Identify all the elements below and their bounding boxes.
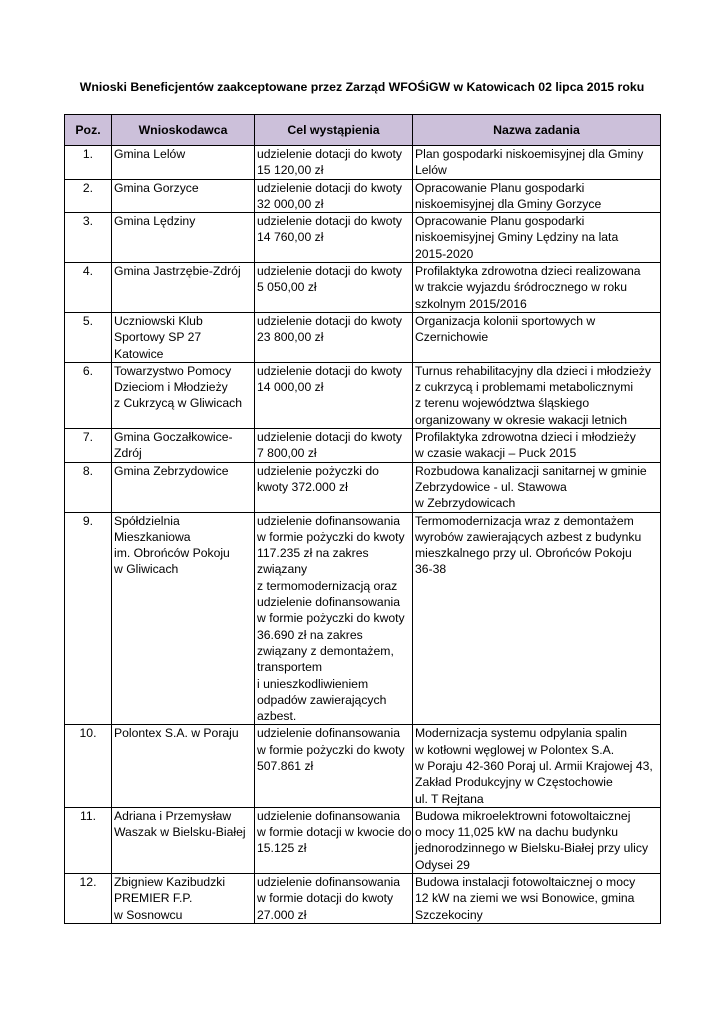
purpose-line: udzielenie dofinansowania bbox=[257, 595, 400, 610]
table-row bbox=[65, 263, 661, 313]
applicant-line: Mieszkaniowa bbox=[114, 529, 191, 544]
applicant-line: Waszak w Bielsku-Białej bbox=[114, 825, 246, 840]
task-line: Budowa instalacji fotowoltaicznej o mocy bbox=[415, 875, 636, 890]
applicant-cell bbox=[112, 807, 255, 873]
task-cell bbox=[413, 462, 661, 512]
purpose-line: z termomodernizacją oraz bbox=[257, 578, 398, 593]
task-line: o mocy 11,025 kW na dachu budynku bbox=[415, 825, 619, 840]
row-position: 6. bbox=[65, 362, 112, 428]
row-position: 8. bbox=[65, 462, 112, 512]
task-cell bbox=[413, 807, 661, 873]
purpose-line: udzielenie dofinansowania bbox=[257, 808, 400, 823]
task-line: mieszkalnego przy ul. Obrońców Pokoju bbox=[415, 546, 632, 561]
applicant-line: Uczniowski Klub bbox=[114, 313, 203, 328]
task-line: Modernizacja systemu odpylania spalin bbox=[415, 726, 628, 741]
applicant-line: Dzieciom i Młodzieży bbox=[114, 380, 228, 395]
applicant-line: Katowice bbox=[114, 346, 164, 361]
purpose-cell bbox=[255, 462, 413, 512]
applicant-line: Zdrój bbox=[114, 446, 142, 461]
task-line: 12 kW na ziemi we wsi Bonowice, gmina bbox=[415, 891, 635, 906]
purpose-line: 117.235 zł na zakres bbox=[257, 546, 369, 561]
table-row bbox=[65, 213, 661, 263]
table-row bbox=[65, 146, 661, 180]
applicant-line: w Gliwicach bbox=[114, 562, 179, 577]
table-row bbox=[65, 179, 661, 213]
task-line: w kotłowni węglowej w Polontex S.A. bbox=[415, 742, 615, 757]
task-line: w Zebrzydowicach bbox=[415, 496, 516, 511]
task-line: wyrobów zawierających azbest z budynku bbox=[415, 529, 642, 544]
purpose-line: udzielenie pożyczki do bbox=[257, 463, 379, 478]
table-header-row bbox=[65, 115, 661, 146]
header-cel: Cel wystąpienia bbox=[255, 115, 413, 146]
applicant-line: Spółdzielnia bbox=[114, 513, 180, 528]
row-position: 1. bbox=[65, 146, 112, 180]
task-line: Profilaktyka zdrowotna dzieci i młodzieży bbox=[415, 430, 636, 445]
purpose-cell bbox=[255, 874, 413, 924]
purpose-line: w formie pożyczki do kwoty bbox=[257, 742, 405, 757]
applications-table bbox=[64, 114, 661, 924]
purpose-line: 32 000,00 zł bbox=[257, 196, 324, 211]
task-cell bbox=[413, 213, 661, 263]
task-line: z cukrzycą i problemami metabolicznymi bbox=[415, 380, 634, 395]
task-line: organizowany w okresie wakacji letnich bbox=[415, 412, 628, 427]
task-line: w trakcie wyjazdu śródrocznego w roku bbox=[415, 280, 628, 295]
applicant-line: Gmina Goczałkowice- bbox=[114, 430, 233, 445]
task-cell bbox=[413, 146, 661, 180]
row-position: 3. bbox=[65, 213, 112, 263]
header-poz: Poz. bbox=[65, 115, 112, 146]
purpose-cell bbox=[255, 213, 413, 263]
purpose-line: związany bbox=[257, 562, 308, 577]
purpose-line: odpadów zawierających bbox=[257, 692, 387, 707]
row-position: 4. bbox=[65, 263, 112, 313]
header-wnioskodawca: Wnioskodawca bbox=[112, 115, 255, 146]
purpose-line: udzielenie dotacji do kwoty bbox=[257, 180, 402, 195]
applicant-cell bbox=[112, 362, 255, 428]
task-line: Lelów bbox=[415, 163, 447, 178]
purpose-cell bbox=[255, 146, 413, 180]
table-row bbox=[65, 312, 661, 362]
applicant-cell bbox=[112, 429, 255, 463]
header-zadanie: Nazwa zadania bbox=[413, 115, 661, 146]
task-line: Termomodernizacja wraz z demontażem bbox=[415, 513, 634, 528]
task-line: Zakład Produkcyjny w Częstochowie bbox=[415, 775, 613, 790]
purpose-line: udzielenie dofinansowania bbox=[257, 726, 400, 741]
purpose-line: w formie pożyczki do kwoty bbox=[257, 611, 405, 626]
applicant-line: Adriana i Przemysław bbox=[114, 808, 232, 823]
applicant-cell bbox=[112, 725, 255, 807]
task-line: 2015-2020 bbox=[415, 246, 474, 261]
purpose-line: 15.125 zł bbox=[257, 841, 307, 856]
task-cell bbox=[413, 429, 661, 463]
document-title: Wnioski Beneficjentów zaakceptowane przez Zarząd WFOŚiGW w Katowicach 02 lipca 2015 roku bbox=[79, 80, 645, 94]
applicant-line: PREMIER F.P. bbox=[114, 891, 193, 906]
purpose-line: transportem bbox=[257, 660, 323, 675]
purpose-cell bbox=[255, 263, 413, 313]
row-position: 11. bbox=[65, 807, 112, 873]
purpose-line: udzielenie dotacji do kwoty bbox=[257, 363, 402, 378]
applicant-line: w Sosnowcu bbox=[114, 907, 183, 922]
task-line: Odysei 29 bbox=[415, 857, 470, 872]
purpose-line: 27.000 zł bbox=[257, 907, 307, 922]
purpose-line: 15 120,00 zł bbox=[257, 163, 324, 178]
purpose-line: i unieszkodliwieniem bbox=[257, 676, 369, 691]
table-row bbox=[65, 807, 661, 873]
purpose-line: udzielenie dotacji do kwoty bbox=[257, 264, 402, 279]
purpose-line: 14 000,00 zł bbox=[257, 380, 324, 395]
purpose-line: udzielenie dofinansowania bbox=[257, 513, 400, 528]
applicant-line: Gmina Gorzyce bbox=[114, 180, 199, 195]
applicant-line: Polontex S.A. w Poraju bbox=[114, 726, 239, 741]
purpose-cell bbox=[255, 179, 413, 213]
applicant-cell bbox=[112, 146, 255, 180]
purpose-cell bbox=[255, 725, 413, 807]
task-line: Opracowanie Planu gospodarki bbox=[415, 214, 585, 229]
applicant-line: Gmina Jastrzębie-Zdrój bbox=[114, 264, 241, 279]
applicant-cell bbox=[112, 512, 255, 725]
task-line: Czernichowie bbox=[415, 330, 489, 345]
table-row bbox=[65, 512, 661, 725]
purpose-line: związany z demontażem, bbox=[257, 643, 394, 658]
task-cell bbox=[413, 725, 661, 807]
task-cell bbox=[413, 312, 661, 362]
row-position: 9. bbox=[65, 512, 112, 725]
task-line: Szczekociny bbox=[415, 907, 483, 922]
purpose-line: udzielenie dotacji do kwoty bbox=[257, 430, 402, 445]
applicant-line: Zbigniew Kazibudzki bbox=[114, 875, 226, 890]
row-position: 5. bbox=[65, 312, 112, 362]
row-position: 7. bbox=[65, 429, 112, 463]
table-row bbox=[65, 429, 661, 463]
applicant-line: z Cukrzycą w Gliwicach bbox=[114, 396, 242, 411]
purpose-line: kwoty 372.000 zł bbox=[257, 479, 348, 494]
applicant-line: Sportowy SP 27 bbox=[114, 330, 202, 345]
table-row bbox=[65, 462, 661, 512]
task-line: Organizacja kolonii sportowych w bbox=[415, 313, 596, 328]
row-position: 12. bbox=[65, 874, 112, 924]
purpose-line: udzielenie dotacji do kwoty bbox=[257, 147, 402, 161]
task-line: Plan gospodarki niskoemisyjnej dla Gminy bbox=[415, 147, 644, 161]
purpose-line: w formie dotacji do kwoty bbox=[257, 891, 394, 906]
purpose-line: udzielenie dotacji do kwoty bbox=[257, 214, 402, 229]
purpose-cell bbox=[255, 362, 413, 428]
purpose-line: azbest. bbox=[257, 709, 297, 724]
task-cell bbox=[413, 263, 661, 313]
applicant-cell bbox=[112, 213, 255, 263]
task-line: Opracowanie Planu gospodarki bbox=[415, 180, 585, 195]
task-line: z terenu województwa śląskiego bbox=[415, 396, 590, 411]
task-cell bbox=[413, 874, 661, 924]
applicant-cell bbox=[112, 874, 255, 924]
applicant-line: im. Obrońców Pokoju bbox=[114, 546, 230, 561]
purpose-line: 5 050,00 zł bbox=[257, 280, 317, 295]
task-line: Turnus rehabilitacyjny dla dzieci i młodzieży bbox=[415, 363, 651, 378]
task-line: Budowa mikroelektrowni fotowoltaicznej bbox=[415, 808, 631, 823]
task-line: Zebrzydowice - ul. Stawowa bbox=[415, 479, 567, 494]
row-position: 2. bbox=[65, 179, 112, 213]
purpose-line: w formie pożyczki do kwoty bbox=[257, 529, 405, 544]
purpose-line: 23 800,00 zł bbox=[257, 330, 324, 345]
applicant-cell bbox=[112, 179, 255, 213]
applicant-line: Gmina Lelów bbox=[114, 147, 186, 161]
applicant-cell bbox=[112, 312, 255, 362]
purpose-line: udzielenie dofinansowania bbox=[257, 875, 400, 890]
table-row bbox=[65, 874, 661, 924]
task-line: szkolnym 2015/2016 bbox=[415, 296, 527, 311]
purpose-line: 507.861 zł bbox=[257, 758, 314, 773]
task-line: w czasie wakacji – Puck 2015 bbox=[415, 446, 577, 461]
task-cell bbox=[413, 179, 661, 213]
table-row bbox=[65, 725, 661, 807]
purpose-line: 36.690 zł na zakres bbox=[257, 627, 363, 642]
applicant-line: Towarzystwo Pomocy bbox=[114, 363, 232, 378]
purpose-line: udzielenie dotacji do kwoty bbox=[257, 313, 402, 328]
task-line: Rozbudowa kanalizacji sanitarnej w gminie bbox=[415, 463, 647, 478]
applicant-cell bbox=[112, 462, 255, 512]
purpose-line: w formie dotacji w kwocie do bbox=[257, 825, 412, 840]
task-line: Profilaktyka zdrowotna dzieci realizowana bbox=[415, 264, 641, 279]
task-line: 36-38 bbox=[415, 562, 447, 577]
purpose-cell bbox=[255, 429, 413, 463]
task-line: jednorodzinnego w Bielsku-Białej przy ulicy bbox=[415, 841, 649, 856]
purpose-cell bbox=[255, 312, 413, 362]
table-row bbox=[65, 362, 661, 428]
applicant-cell bbox=[112, 263, 255, 313]
applicant-line: Gmina Zebrzydowice bbox=[114, 463, 229, 478]
task-line: niskoemisyjnej Gminy Lędziny na lata bbox=[415, 230, 619, 245]
applicant-line: Gmina Lędziny bbox=[114, 214, 196, 229]
task-line: niskoemisyjnej dla Gminy Gorzyce bbox=[415, 196, 602, 211]
task-line: ul. T Rejtana bbox=[415, 791, 484, 806]
purpose-cell bbox=[255, 807, 413, 873]
task-cell bbox=[413, 362, 661, 428]
purpose-cell bbox=[255, 512, 413, 725]
task-line: w Poraju 42-360 Poraj ul. Armii Krajowej 43, bbox=[415, 758, 653, 773]
row-position: 10. bbox=[65, 725, 112, 807]
purpose-line: 14 760,00 zł bbox=[257, 230, 324, 245]
task-cell bbox=[413, 512, 661, 725]
purpose-line: 7 800,00 zł bbox=[257, 446, 317, 461]
